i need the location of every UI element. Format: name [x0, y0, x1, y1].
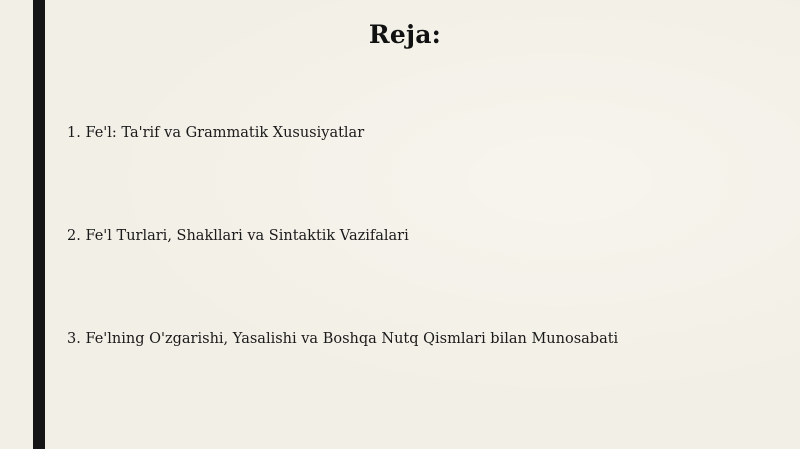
outline-item-3: 3. Fe'lning O'zgarishi, Yasalishi va Boshqa Nutq Qismlari bilan Munosabati: [67, 331, 619, 347]
slide-title: Reja:: [368, 20, 442, 49]
outline-item-2: 2. Fe'l Turlari, Shakllari va Sintaktik Vazifalari: [67, 228, 409, 244]
outline-item-1: 1. Fe'l: Ta'rif va Grammatik Xususiyatlar: [67, 125, 365, 141]
left-accent-bar: [33, 0, 45, 449]
